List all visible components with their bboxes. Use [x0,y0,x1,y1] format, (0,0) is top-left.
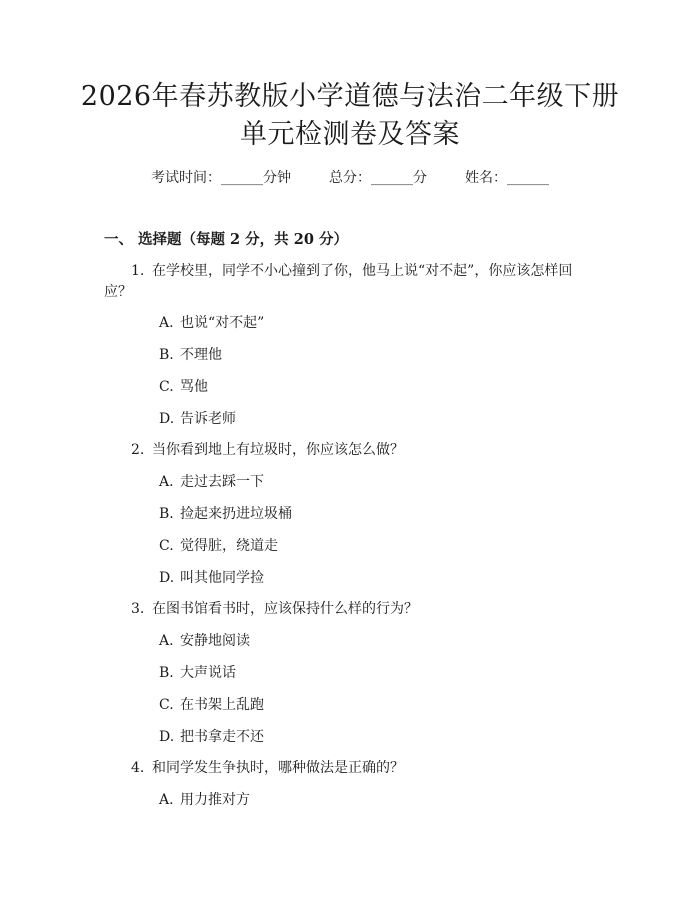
option-letter: B. [159,506,174,522]
question-2-option-d [159,568,264,588]
question-4 [131,758,404,778]
option-text: 走过去踩一下 [180,474,264,490]
question-number: 4. [131,760,145,776]
total-score-field: 总分：______分 [329,170,427,186]
question-text: 和同学发生争执时，哪种做法是正确的？ [152,760,404,776]
exam-time-field: 考试时间：______分钟 [151,170,291,186]
option-text: 骂他 [180,379,208,395]
question-1 [131,261,572,281]
exam-meta-row [0,168,700,188]
question-number: 1. [131,263,145,279]
option-text: 安静地阅读 [180,633,250,649]
question-1-option-c [159,377,208,397]
option-text: 也说“对不起” [180,315,265,331]
question-1-option-a [159,313,264,333]
question-3-option-a [159,631,250,651]
question-2-option-b [159,504,292,524]
question-1-continued: 应？ [104,284,132,300]
option-text: 不理他 [180,347,222,363]
option-letter: A. [159,474,174,490]
question-number: 2. [131,442,145,458]
question-2-option-c [159,536,278,556]
question-4-option-a [159,790,250,810]
section-title: 选择题（每题 2 分，共 20 分） [138,231,348,248]
question-text: 在图书馆看书时，应该保持什么样的行为？ [152,601,418,617]
question-2 [131,440,404,460]
option-letter: C. [159,697,174,713]
option-text: 用力推对方 [180,792,250,808]
option-text: 告诉老师 [180,411,236,427]
question-3 [131,599,418,619]
question-text: 在学校里，同学不小心撞到了你，他马上说“对不起”，你应该怎样回 [152,263,573,279]
option-text: 在书架上乱跑 [180,697,264,713]
question-3-option-b [159,663,236,683]
option-letter: D. [159,570,175,586]
option-letter: A. [159,792,174,808]
section-number: 一、 [104,231,133,248]
option-letter: B. [159,347,174,363]
option-text: 捡起来扔进垃圾桶 [180,506,292,522]
question-1-option-d [159,409,236,429]
exam-title-line-2: 单元检测卷及答案 [240,119,460,150]
option-letter: A. [159,633,174,649]
exam-title-line-1: 2026年春苏教版小学道德与法治二年级下册 [80,81,620,112]
question-number: 3. [131,601,145,617]
question-3-option-d [159,727,264,747]
option-text: 大声说话 [180,665,236,681]
section-heading [104,230,348,250]
option-letter: D. [159,729,175,745]
option-letter: C. [159,379,174,395]
question-3-option-c [159,695,264,715]
option-letter: D. [159,411,175,427]
question-1-option-b [159,345,222,365]
option-letter: A. [159,315,174,331]
option-letter: C. [159,538,174,554]
option-text: 叫其他同学捡 [180,570,264,586]
option-text: 把书拿走不还 [180,729,264,745]
student-name-field: 姓名：______ [465,170,549,186]
question-2-option-a [159,472,264,492]
option-letter: B. [159,665,174,681]
option-text: 觉得脏，绕道走 [180,538,278,554]
question-text: 当你看到地上有垃圾时，你应该怎么做？ [152,442,404,458]
